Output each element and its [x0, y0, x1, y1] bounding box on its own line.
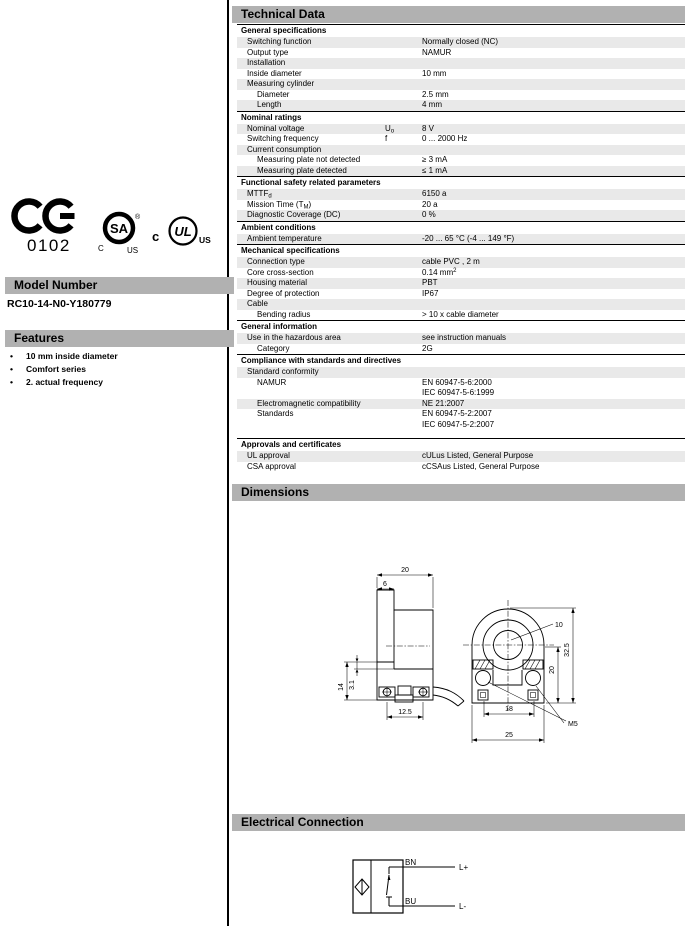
spec-row — [237, 399, 685, 410]
wire-label-bu: BU — [405, 897, 417, 906]
spec-value: 2.5 mm — [422, 89, 449, 99]
dimensions-section — [232, 484, 685, 501]
technical-data-section — [232, 6, 685, 472]
spec-value: EN 60947-5-6:2000 IEC 60947-5-6:1999 — [422, 377, 495, 397]
csa-mark-icon — [96, 208, 142, 258]
spec-row — [237, 310, 685, 321]
features-header: Features — [5, 330, 234, 347]
spec-value: PBT — [422, 278, 438, 287]
front-view — [463, 600, 578, 743]
spec-value: 4 mm — [422, 100, 442, 109]
dim-screw-thread: M5 — [568, 721, 578, 728]
spec-label: Measuring cylinder — [247, 79, 315, 88]
side-view — [338, 567, 464, 720]
spec-row — [237, 69, 685, 80]
dimensions-title: Dimensions — [232, 484, 685, 501]
spec-value: 6150 a — [422, 189, 447, 198]
feature-label: 10 mm inside diameter — [26, 351, 118, 361]
section-header: Nominal ratings — [237, 111, 685, 124]
electrical-connection-section — [232, 814, 685, 831]
spec-value: 0 % — [422, 210, 436, 219]
spec-value: -20 ... 65 °C (-4 ... 149 °F) — [422, 233, 515, 243]
ul-mark-icon — [150, 212, 216, 254]
dim-top-step: 6 — [383, 581, 387, 588]
section-header: Compliance with standards and directives — [237, 354, 685, 367]
technical-data-title: Technical Data — [232, 6, 685, 23]
spec-row — [237, 100, 685, 111]
dim-left-height: 14 — [338, 683, 345, 691]
dim-bore: 10 — [555, 622, 563, 629]
feature-item — [7, 376, 223, 389]
spec-row — [237, 289, 685, 300]
spec-label: NAMUR — [257, 377, 287, 387]
feature-item — [7, 363, 223, 376]
spec-row — [237, 166, 685, 177]
spec-value: > 10 x cable diameter — [422, 309, 499, 319]
spec-row — [237, 200, 685, 211]
ce-mark-icon — [10, 198, 88, 256]
spec-label: Inside diameter — [247, 68, 302, 78]
spec-label: Standard conformity — [247, 367, 319, 376]
spec-row — [237, 462, 685, 473]
spec-row — [237, 378, 685, 399]
spec-label: Installation — [247, 58, 286, 67]
dim-bottom-width: 12.5 — [398, 709, 412, 716]
technical-data-table — [237, 24, 685, 472]
spec-value: cCSAus Listed, General Purpose — [422, 461, 540, 471]
spec-row — [237, 134, 685, 145]
dim-top-width: 20 — [401, 567, 409, 574]
spec-label: Current consumption — [247, 144, 322, 154]
spec-label: Measuring plate detected — [257, 165, 347, 175]
spec-value: NAMUR — [422, 47, 452, 57]
spec-value: see instruction manuals — [422, 333, 507, 342]
spec-value: cable PVC , 2 m — [422, 257, 480, 266]
dim-overall-height: 32.5 — [564, 643, 571, 657]
spec-row — [237, 257, 685, 268]
spec-row — [237, 79, 685, 90]
spec-value: 10 mm — [422, 68, 447, 78]
ul-letters: UL — [174, 224, 192, 239]
wire-label-bn: BN — [405, 858, 417, 867]
spec-row — [237, 367, 685, 378]
ce-number: 0102 — [27, 236, 71, 255]
bullet-icon: • — [10, 377, 13, 387]
sensor-symbol — [355, 879, 369, 895]
spec-row — [237, 155, 685, 166]
spec-row — [237, 145, 685, 156]
column-divider-line — [227, 0, 229, 926]
electrical-connection-title: Electrical Connection — [232, 814, 685, 831]
spec-label: Ambient temperature — [247, 233, 322, 243]
csa-c: C — [98, 244, 104, 253]
section-header: General specifications — [237, 24, 685, 37]
spec-label: Degree of protection — [247, 288, 320, 298]
section-header: Functional safety related parameters — [237, 176, 685, 189]
spec-value: ≥ 3 mA — [422, 155, 448, 164]
spec-value: NE 21:2007 — [422, 398, 465, 408]
spec-row — [237, 409, 685, 430]
feature-item — [7, 350, 223, 363]
spec-label: CSA approval — [247, 461, 296, 471]
spec-value: IP67 — [422, 288, 439, 298]
spec-label: Diagnostic Coverage (DC) — [247, 210, 341, 219]
spec-label: Switching frequency — [247, 134, 319, 143]
spec-label: Housing material — [247, 278, 308, 287]
csa-letters: SA — [109, 221, 129, 236]
spec-label: UL approval — [247, 451, 290, 460]
spec-label: Switching function — [247, 37, 312, 46]
spec-row — [237, 299, 685, 310]
spec-row — [237, 268, 685, 279]
section-header: General information — [237, 320, 685, 333]
section-header: Ambient conditions — [237, 221, 685, 234]
spec-row — [237, 278, 685, 289]
spec-row — [237, 90, 685, 101]
spec-label: Connection type — [247, 257, 305, 266]
ul-us: US — [199, 235, 211, 245]
terminal-l-minus: L- — [459, 902, 467, 911]
spec-label: $MTTF_d$ — [247, 189, 272, 200]
section-header: Mechanical specifications — [237, 244, 685, 257]
spec-row — [237, 344, 685, 355]
feature-label: 2. actual frequency — [26, 377, 104, 387]
spec-label: Bending radius — [257, 309, 311, 319]
spec-label: Core cross-section — [247, 267, 314, 277]
spec-label: Electromagnetic compatibility — [257, 398, 361, 408]
switch-symbol — [386, 867, 392, 906]
spec-label: Mission Time $(T_M)$ — [247, 199, 312, 210]
spec-value: 20 a — [422, 199, 438, 209]
spec-label: Output type — [247, 47, 289, 57]
csa-registered: ® — [135, 214, 141, 221]
model-number-header: Model Number — [5, 277, 234, 294]
terminal-l-plus: L+ — [459, 863, 469, 872]
ul-c: c — [152, 229, 160, 244]
spec-value: 2G — [422, 343, 433, 353]
dim-screw-spacing: 18 — [505, 706, 513, 713]
bullet-icon: • — [10, 351, 13, 361]
spec-row — [237, 451, 685, 462]
bullet-icon: • — [10, 364, 13, 374]
spec-value: Normally closed (NC) — [422, 37, 499, 46]
spec-value: cULus Listed, General Purpose — [422, 451, 534, 460]
dim-base-height: 20 — [549, 666, 556, 674]
spec-row — [237, 189, 685, 200]
spec-row — [237, 210, 685, 221]
dimension-drawing — [330, 560, 595, 748]
spec-row — [237, 37, 685, 48]
spec-value: 0 ... 2000 Hz — [422, 134, 468, 143]
spec-label: Length — [257, 100, 282, 109]
spec-row — [237, 234, 685, 245]
spec-label: Category — [257, 343, 290, 353]
wiring-diagram — [340, 850, 540, 920]
spec-value: 0.14 $mm^2$ — [422, 267, 457, 277]
spec-label: Nominal voltage — [247, 123, 305, 133]
features-list — [7, 350, 223, 389]
spec-symbol: f — [385, 134, 388, 143]
spec-value: EN 60947-5-2:2007 IEC 60947-5-2:2007 — [422, 409, 495, 429]
section-header: Approvals and certificates — [237, 438, 685, 451]
spec-label: Diameter — [257, 89, 290, 99]
csa-us: US — [127, 246, 139, 255]
spec-value: 8 V — [422, 123, 435, 133]
dim-left-step: 3.1 — [349, 680, 356, 690]
spec-label: Measuring plate not detected — [257, 155, 361, 164]
feature-label: Comfort series — [26, 364, 86, 374]
spec-label: Cable — [247, 299, 268, 308]
spec-value: ≤ 1 mA — [422, 165, 448, 175]
spec-row — [237, 124, 685, 135]
spec-symbol: $U_o$ — [385, 123, 395, 134]
spec-row — [237, 48, 685, 59]
dim-overall-width: 25 — [505, 732, 513, 739]
spec-label: Use in the hazardous area — [247, 333, 341, 342]
spec-label: Standards — [257, 409, 294, 418]
spec-row — [237, 333, 685, 344]
model-number: RC10-14-N0-Y180779 — [7, 298, 112, 310]
spec-row — [237, 58, 685, 69]
